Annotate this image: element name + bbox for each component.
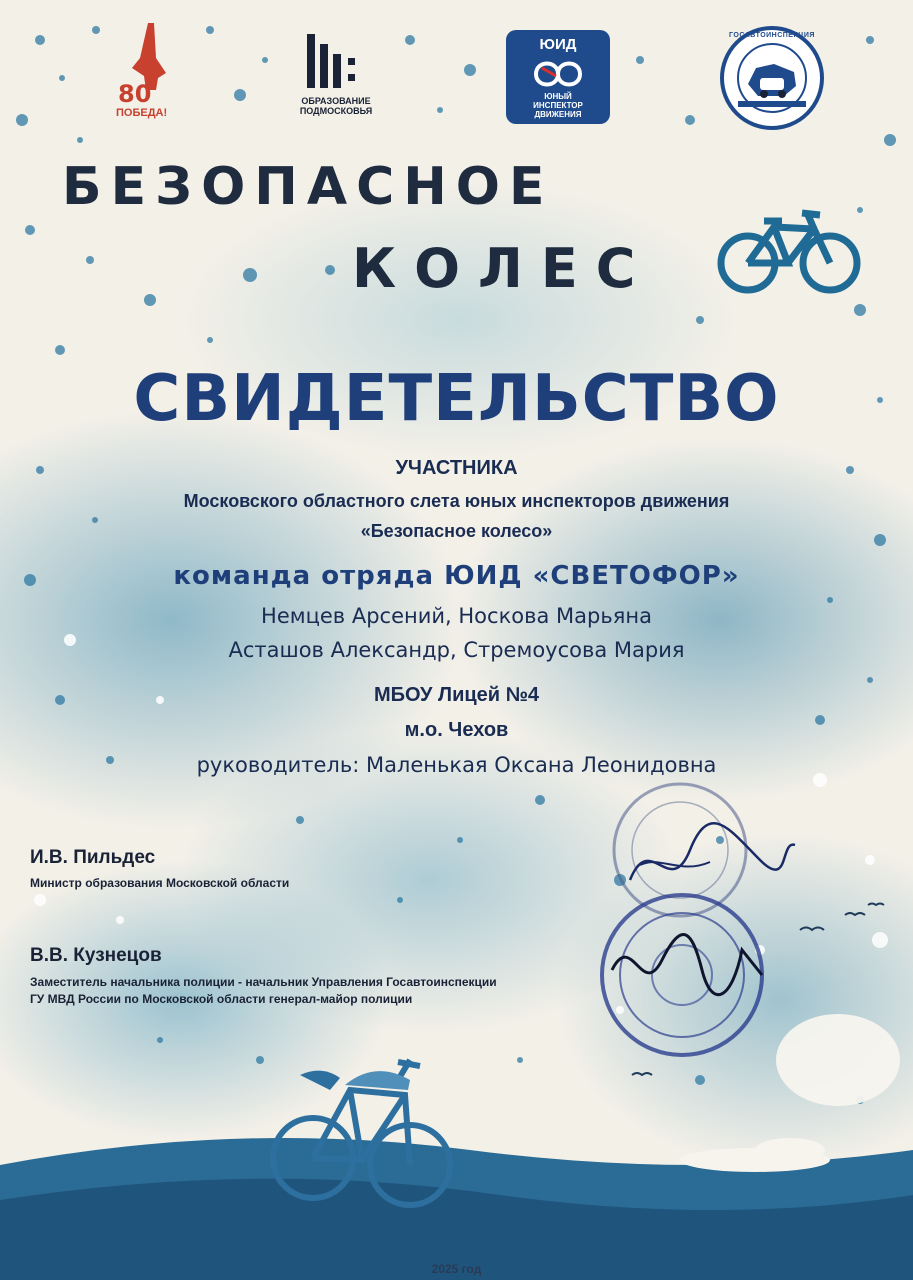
participant-label: УЧАСТНИКА: [395, 457, 518, 479]
education-caption-line1: ОБРАЗОВАНИЕ: [301, 96, 371, 106]
district-name: м.о. Чехов: [404, 719, 509, 741]
victory-80-logo: [110, 18, 190, 123]
education-caption-line2: ПОДМОСКОВЬЯ: [299, 106, 373, 116]
yuid-line2: ИНСПЕКТОР: [533, 101, 583, 110]
school-name: МБОУ Лицей №4: [373, 684, 540, 706]
victory-text: ПОБЕДА!: [116, 107, 168, 119]
gai-logo: [718, 24, 826, 132]
members-line2: Асташов Александр, Стремоусова Мария: [228, 638, 685, 662]
team-leader: руководитель: Маленькая Оксана Леонидовна: [196, 753, 717, 777]
education-bars-icon: [290, 30, 382, 92]
event-description-line1: Московского областного слета юных инспекторов движения: [183, 491, 730, 511]
signatory2-name: В.В. Кузнецов: [30, 945, 162, 966]
yuid-logo: [506, 30, 610, 124]
members-line1: Немцев Арсений, Носкова Марьяна: [261, 604, 652, 628]
event-title-line1: БЕЗОПАСНОЕ: [62, 157, 554, 217]
yuid-line3: ДВИЖЕНИЯ: [534, 110, 582, 119]
team-name: команда отряда ЮИД «СВЕТОФОР»: [173, 561, 740, 591]
certificate-heading: СВИДЕТЕЛЬСТВО: [133, 362, 780, 436]
education-logo: [290, 30, 382, 125]
event-description-line2: «Безопасное колесо»: [360, 521, 553, 541]
year-label: 2025 год: [431, 1262, 482, 1276]
stamp-police: [582, 890, 782, 1060]
victory-number: 80: [118, 80, 152, 108]
signatory1-name: И.В. Пильдес: [30, 847, 156, 868]
signatory1-role: Министр образования Московской области: [30, 876, 290, 890]
event-title-line2: КОЛЕС: [352, 237, 654, 300]
title-bicycle-icon: [708, 205, 868, 295]
signatory2-role-line1: Заместитель начальника полиции - начальник Управления Госавтоинспекции: [30, 975, 497, 989]
gai-text: ГОСАВТОИНСПЕКЦИЯ: [729, 32, 815, 39]
yuid-abbr: ЮИД: [539, 36, 577, 53]
signatory2-role-line2: ГУ МВД России по Московской области генерал-майор полиции: [30, 992, 413, 1006]
yuid-line1: ЮНЫЙ: [544, 92, 572, 101]
infinity-wheel-icon: [506, 54, 610, 94]
